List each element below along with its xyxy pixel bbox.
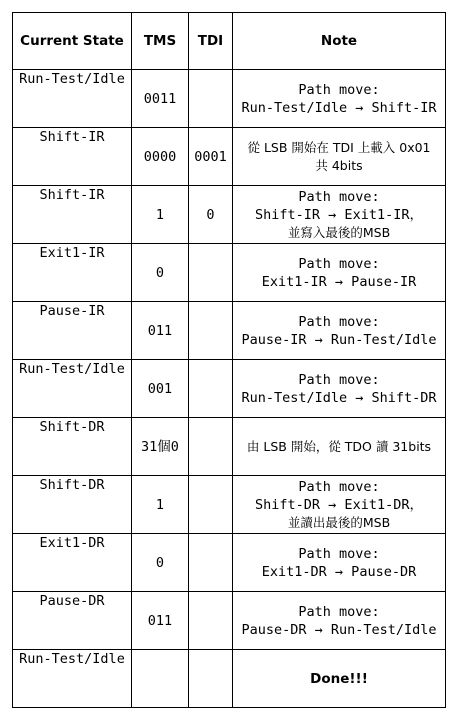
note-cell — [233, 302, 446, 360]
tdi-cell — [189, 244, 233, 302]
header-tdi: TDI — [189, 13, 233, 70]
tdi-cell — [189, 302, 233, 360]
tms-cell: 31個0 — [132, 418, 189, 476]
note-line: 共 4bits — [315, 157, 363, 173]
note-line: Pause-IR → Run-Test/Idle — [241, 331, 437, 348]
state-cell: Shift-IR — [13, 186, 132, 244]
state-cell: Exit1-IR — [13, 244, 132, 302]
note-cell — [233, 534, 446, 592]
state-cell: Pause-IR — [13, 302, 132, 360]
note-line: 並讀出最後的MSB — [287, 514, 391, 530]
tms-cell: 1 — [132, 186, 189, 244]
state-cell: Shift-DR — [13, 418, 132, 476]
jtag-sequence-table — [12, 12, 446, 708]
state-cell: Exit1-DR — [13, 534, 132, 592]
table-row — [13, 302, 446, 360]
note-cell — [233, 650, 446, 708]
note-line: Path move: — [298, 81, 380, 98]
header-row — [13, 13, 446, 70]
table-row — [13, 418, 446, 476]
table-row — [13, 186, 446, 244]
note-line: Path move: — [298, 545, 380, 562]
tms-cell: 011 — [132, 592, 189, 650]
note-cell — [233, 476, 446, 534]
note-line: Path move: — [298, 603, 380, 620]
table-row — [13, 476, 446, 534]
tms-cell: 0 — [132, 534, 189, 592]
note-line: Pause-DR → Run-Test/Idle — [241, 621, 437, 638]
note-line: Path move: — [298, 255, 380, 272]
note-cell — [233, 418, 446, 476]
tdi-cell: 0001 — [189, 128, 233, 186]
tms-cell: 001 — [132, 360, 189, 418]
done-label: Done!!! — [310, 670, 368, 687]
table-row — [13, 360, 446, 418]
tdi-cell — [189, 650, 233, 708]
note-line: Exit1-IR → Pause-IR — [261, 273, 417, 290]
tdi-cell — [189, 592, 233, 650]
note-line: Exit1-DR → Pause-DR — [261, 563, 417, 580]
state-cell: Run-Test/Idle — [13, 360, 132, 418]
note-cell — [233, 186, 446, 244]
note-line: Run-Test/Idle → Shift-IR — [241, 99, 437, 116]
tdi-cell — [189, 360, 233, 418]
note-line: Shift-DR → Exit1-DR， — [255, 496, 423, 513]
note-cell — [233, 360, 446, 418]
tms-cell: 0011 — [132, 70, 189, 128]
table-row — [13, 650, 446, 708]
note-line: Run-Test/Idle → Shift-DR — [241, 389, 437, 406]
table-row — [13, 592, 446, 650]
note-line: Shift-IR → Exit1-IR， — [255, 206, 423, 223]
state-cell: Run-Test/Idle — [13, 70, 132, 128]
table-row — [13, 244, 446, 302]
state-cell: Shift-IR — [13, 128, 132, 186]
tdi-cell — [189, 476, 233, 534]
note-line: 由 LSB 開始，從 TDO 讀 31bits — [246, 438, 432, 454]
note-cell — [233, 592, 446, 650]
table-row — [13, 70, 446, 128]
note-line: Path move: — [298, 478, 380, 495]
tdi-cell: 0 — [189, 186, 233, 244]
note-line: 並寫入最後的MSB — [287, 224, 391, 240]
note-cell — [233, 70, 446, 128]
note-line: Path move: — [298, 371, 380, 388]
tms-cell: 0000 — [132, 128, 189, 186]
tms-cell: 0 — [132, 244, 189, 302]
header-note: Note — [233, 13, 446, 70]
tms-cell — [132, 650, 189, 708]
tdi-cell — [189, 418, 233, 476]
note-cell — [233, 244, 446, 302]
table-row — [13, 128, 446, 186]
tdi-cell — [189, 70, 233, 128]
note-line: Path move: — [298, 313, 380, 330]
tms-cell: 011 — [132, 302, 189, 360]
table-row — [13, 534, 446, 592]
header-tms: TMS — [132, 13, 189, 70]
state-cell: Run-Test/Idle — [13, 650, 132, 708]
state-cell: Pause-DR — [13, 592, 132, 650]
note-line: 從 LSB 開始在 TDI 上載入 0x01 — [247, 139, 431, 155]
note-line: Path move: — [298, 188, 380, 205]
note-cell — [233, 128, 446, 186]
state-cell: Shift-DR — [13, 476, 132, 534]
tms-cell: 1 — [132, 476, 189, 534]
tdi-cell — [189, 534, 233, 592]
header-current-state: Current State — [13, 13, 132, 70]
